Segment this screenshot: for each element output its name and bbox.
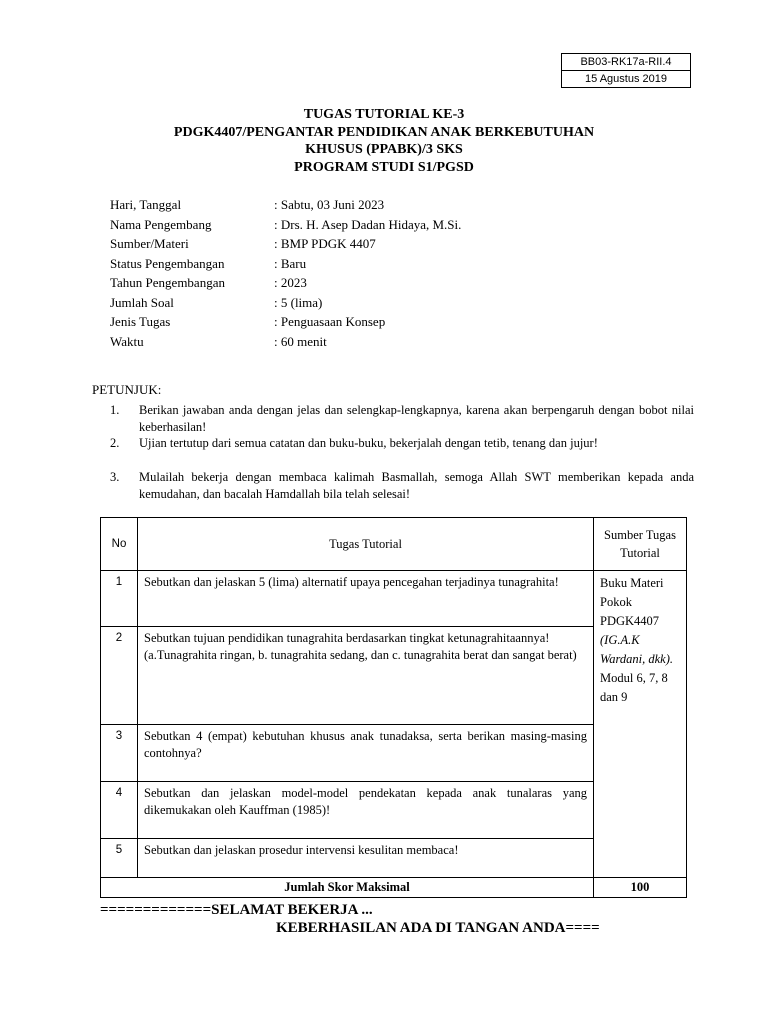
document-date: 15 Agustus 2019: [562, 70, 690, 87]
task-text: [138, 782, 594, 839]
task-text: [138, 627, 594, 725]
info-row: [110, 332, 461, 352]
task-line: Sebutkan tujuan pendidikan tunagrahita berdasarkan tingkat ketunagrahitaannya!: [144, 631, 550, 645]
info-row: [110, 293, 461, 313]
task-line: Sebutkan dan jelaskan 5 (lima) alternatif upaya pencegahan terjadinya tunagrahita!: [144, 575, 559, 589]
source-authors: (IG.A.K Wardani, dkk).: [600, 633, 674, 666]
instruction-number: 3.: [110, 470, 120, 484]
table-header-row: [101, 518, 687, 571]
info-row: [110, 273, 461, 293]
instruction-item: [110, 402, 694, 435]
row-number: 1: [101, 571, 138, 627]
instruction-text: Mulailah bekerja dengan membaca kalimah Basmallah, semoga Allah SWT memberikan kepada anda kemudahan, dan bacalah Hamdallah bila telah selesai!: [139, 470, 694, 501]
info-label: Status Pengembangan: [110, 255, 225, 271]
closing-line-2: KEBERHASILAN ADA DI TANGAN ANDA====: [276, 920, 600, 936]
info-label: Sumber/Materi: [110, 236, 189, 251]
task-text: [138, 571, 594, 627]
instruction-number: 2.: [110, 436, 120, 450]
info-row: [110, 234, 461, 254]
info-label: Nama Pengembang: [110, 216, 212, 232]
total-score-value: 100: [594, 878, 687, 898]
instruction-text: Berikan jawaban anda dengan jelas dan selengkap-lengkapnya, karena akan berpengaruh dengan bobot nilai keberhasilan!: [139, 403, 694, 434]
info-label: Hari, Tanggal: [110, 197, 182, 212]
info-label: Jenis Tugas: [110, 314, 171, 329]
info-label: Jumlah Soal: [110, 294, 174, 310]
task-line: Sebutkan dan jelaskan prosedur intervensi kesulitan membaca!: [144, 843, 459, 857]
info-label: Waktu: [110, 333, 144, 349]
info-value: : 5 (lima): [274, 294, 323, 310]
total-score-label: Jumlah Skor Maksimal: [101, 878, 594, 898]
instruction-item: [110, 469, 694, 502]
info-value: : Baru: [274, 255, 307, 271]
info-value: : 60 menit: [274, 333, 327, 349]
title-line-3: KHUSUS (PPABK)/3 SKS: [305, 142, 463, 157]
row-number: 4: [101, 782, 138, 839]
source-modules: Modul 6, 7, 8 dan 9: [600, 671, 668, 704]
row-number: 2: [101, 627, 138, 725]
info-value: : BMP PDGK 4407: [274, 236, 376, 251]
title-line-1: TUGAS TUTORIAL KE-3: [303, 107, 465, 122]
document-code-box: [561, 53, 691, 88]
instruction-number: 1.: [110, 403, 120, 417]
closing-line-1: =============SELAMAT BEKERJA ...: [100, 902, 373, 918]
task-text: [138, 839, 594, 878]
info-row: [110, 254, 461, 274]
task-line: (a.Tunagrahita ringan, b. tunagrahita sedang, dan c. tunagrahita berat dan sangat berat): [144, 648, 577, 662]
info-block: [110, 195, 461, 351]
row-number: 5: [101, 839, 138, 878]
info-row: [110, 215, 461, 235]
task-line: Sebutkan 4 (empat) kebutuhan khusus anak tunadaksa, serta berikan masing-masing contohnya?: [144, 729, 587, 760]
info-value: : 2023: [274, 275, 307, 290]
table-footer-row: [101, 878, 687, 898]
task-line: Sebutkan dan jelaskan model-model pendekatan kepada anak tunalaras yang dikemukakan oleh Kauffman (1985)!: [144, 786, 587, 817]
info-value: : Drs. H. Asep Dadan Hidaya, M.Si.: [274, 216, 462, 232]
source-book: Buku Materi Pokok PDGK4407: [600, 576, 664, 628]
instructions-heading: PETUNJUK:: [92, 382, 162, 397]
title-line-4: PROGRAM STUDI S1/PGSD: [294, 159, 474, 175]
header-task: Tugas Tutorial: [138, 518, 594, 571]
instruction-item: [110, 435, 694, 452]
row-number: 3: [101, 725, 138, 782]
instruction-text: Ujian tertutup dari semua catatan dan buku-buku, bekerjalah dengan tetib, tenang dan jujur!: [139, 436, 598, 450]
header-source: Sumber Tugas Tutorial: [594, 518, 687, 571]
info-row: [110, 195, 461, 215]
title-line-2: PDGK4407/PENGANTAR PENDIDIKAN ANAK BERKEBUTUHAN: [173, 124, 595, 140]
info-value: : Penguasaan Konsep: [274, 314, 386, 329]
info-label: Tahun Pengembangan: [110, 275, 225, 290]
document-code: BB03-RK17a-RII.4: [580, 56, 672, 68]
task-table: [100, 517, 687, 898]
source-cell: [594, 571, 687, 878]
table-row: [101, 571, 687, 627]
task-text: [138, 725, 594, 782]
header-no: No: [101, 518, 138, 571]
info-value: : Sabtu, 03 Juni 2023: [274, 197, 385, 212]
info-row: [110, 312, 461, 332]
